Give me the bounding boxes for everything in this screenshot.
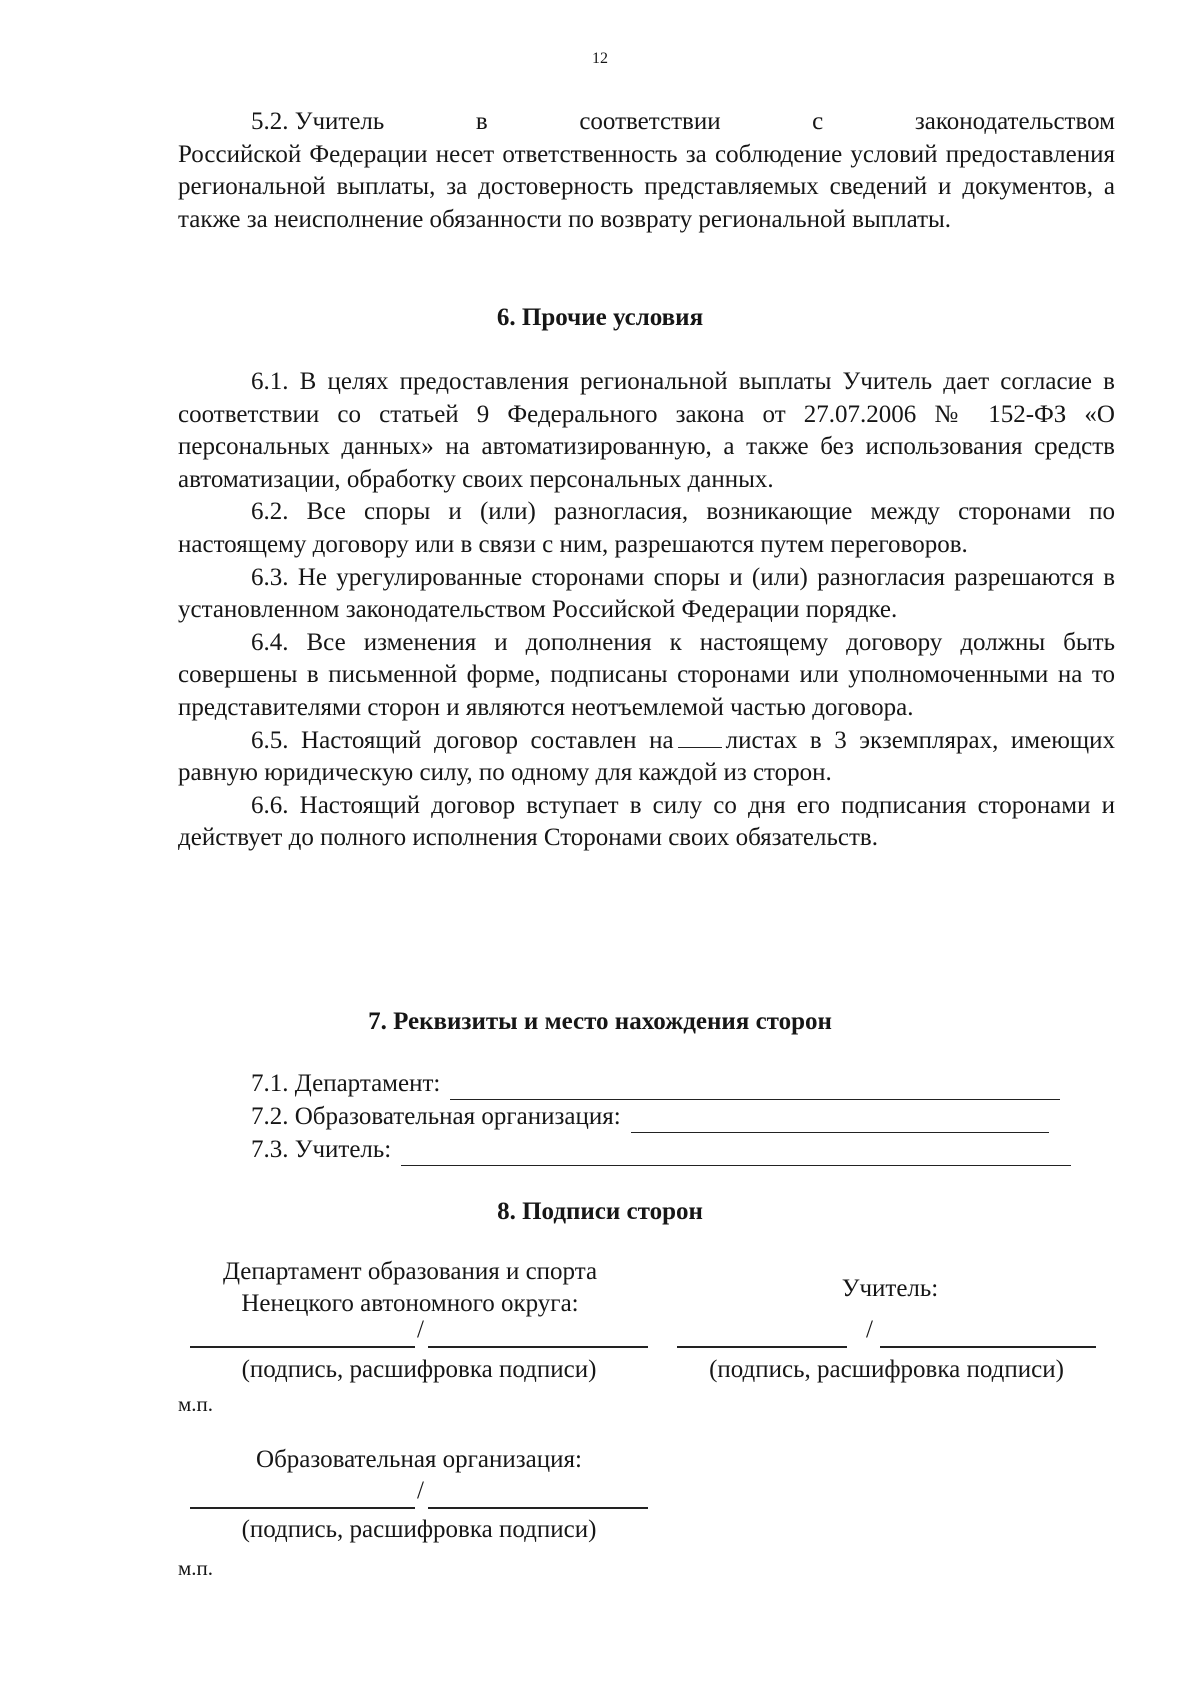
teacher-signature-caption: (подпись, расшифровка подписи)	[709, 1356, 1064, 1383]
paragraph-6-2: 6.2. Все споры и (или) разногласия, возникающие между сторонами по настоящему договору или в связи с ним, разрешаются путем переговоров.	[178, 498, 1115, 558]
heading-section-7: 7. Реквизиты и место нахождения сторон	[368, 1008, 832, 1035]
department-signatory: Департамент образования и спорта Ненецкого автономного округа:	[222, 1258, 598, 1317]
sheet-count-blank[interactable]	[678, 725, 722, 748]
paragraph-5-2: 5.2. Учитель в соответствии с законодательством Российской Федерации несет ответственность за соблюдение условий предоставления региональной выплаты, за достоверность представляемых сведений и документов, а также за неисполнение обязанности по возврату региональной выплаты.	[178, 108, 1115, 233]
heading-section-6: 6. Прочие условия	[496, 304, 704, 331]
paragraph-6-4: 6.4. Все изменения и дополнения к настоящему договору должны быть совершены в письменной форме, подписаны сторонами или уполномоченными на то представителями сторон и являются неотъемлемой частью договора.	[178, 628, 1115, 721]
seal-placeholder: м.п.	[178, 1392, 214, 1416]
paragraph-6-5: 6.5. Настоящий договор составлен на листах в 3 экземплярах, имеющих равную юридическую силу, по одному для каждой из сторон.	[178, 726, 1115, 787]
organization-signature-caption: (подпись, расшифровка подписи)	[241, 1516, 597, 1543]
paragraph-6-3: 6.3. Не урегулированные сторонами споры и (или) разногласия разрешаются в установленном законодательством Российской Федерации порядке.	[178, 563, 1115, 624]
paragraph-6-6: 6.6. Настоящий договор вступает в силу со дня его подписания сторонами и действует до полного исполнения Сторонами своих обязательств.	[178, 791, 1115, 852]
organization-signatory: Образовательная организация:	[256, 1446, 582, 1473]
seal-placeholder: м.п.	[178, 1556, 214, 1580]
department-signature-caption: (подпись, расшифровка подписи)	[241, 1356, 597, 1383]
organization-signature-line[interactable]	[190, 1507, 415, 1509]
requisite-teacher: 7.3. Учитель:	[251, 1134, 1071, 1166]
teacher-field[interactable]	[401, 1141, 1071, 1166]
department-field[interactable]	[450, 1075, 1060, 1100]
teacher-name-line[interactable]	[880, 1346, 1096, 1348]
clause-number: 5.2.	[251, 108, 289, 135]
department-name-line[interactable]	[428, 1346, 648, 1348]
section-6-body	[178, 366, 1115, 855]
teacher-signature-line[interactable]	[677, 1346, 847, 1348]
page-number: 12	[592, 50, 608, 67]
requisite-organization: 7.2. Образовательная организация:	[251, 1101, 1049, 1133]
teacher-signatory: Учитель:	[841, 1275, 939, 1302]
requisite-department: 7.1. Департамент:	[251, 1068, 1060, 1100]
paragraph-6-1: 6.1. В целях предоставления региональной выплаты Учитель дает согласие в соответствии со статьей 9 Федерального закона от 27.07.2006 № 152-ФЗ «О персональных данных» на автоматизированную, а также без использования средств автоматизации, обработку своих персональных данных.	[178, 368, 1115, 493]
heading-section-8: 8. Подписи сторон	[497, 1198, 703, 1225]
organization-name-line[interactable]	[428, 1507, 648, 1509]
organization-field[interactable]	[631, 1108, 1049, 1133]
department-signature-line[interactable]	[190, 1346, 415, 1348]
